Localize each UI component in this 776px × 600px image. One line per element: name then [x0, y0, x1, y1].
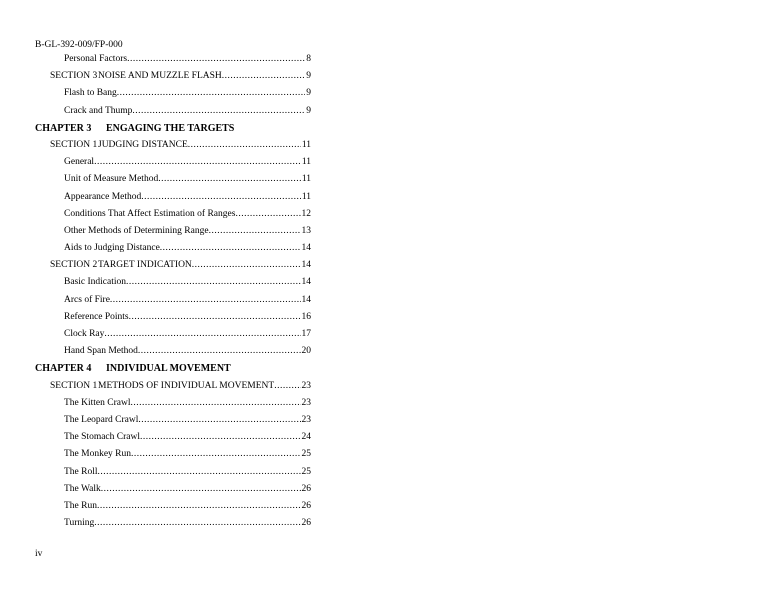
toc-entry-label — [64, 106, 132, 116]
toc-entry-title: The Roll — [64, 466, 98, 477]
toc-section-row[interactable] — [35, 381, 311, 398]
toc-chapter-row[interactable] — [35, 363, 311, 380]
toc-page-number: 16 — [301, 311, 311, 322]
toc-item-row[interactable] — [35, 346, 311, 363]
toc-item-row[interactable] — [35, 449, 311, 466]
toc-entry-number: SECTION 3 — [50, 71, 98, 82]
dot-leader — [131, 449, 300, 459]
toc-entry-title: The Leopard Crawl — [64, 414, 139, 425]
toc-page-number: 25 — [301, 466, 311, 477]
dot-leader — [98, 467, 301, 477]
toc-page-number: 17 — [301, 329, 311, 339]
toc-entry-number: CHAPTER 3 — [35, 122, 92, 134]
toc-item-row[interactable] — [35, 312, 311, 329]
toc-entry-title: Reference Points — [64, 311, 129, 322]
toc-entry-label — [50, 71, 222, 81]
toc-entry-label — [64, 209, 235, 219]
dot-leader — [188, 140, 301, 150]
toc-entry-label — [64, 432, 140, 442]
toc-entry-number: CHAPTER 4 — [35, 363, 92, 375]
toc-entry-label — [64, 449, 131, 459]
dot-leader — [94, 157, 301, 167]
toc-page-number: 14 — [301, 277, 311, 288]
toc-entry-title: Other Methods of Determining Range — [64, 225, 209, 236]
dot-leader — [117, 88, 305, 98]
toc-entry-title: Turning — [64, 518, 95, 529]
toc-entry-title: Arcs of Fire — [64, 294, 110, 305]
toc-item-row[interactable] — [35, 398, 311, 415]
toc-chapter-row[interactable] — [35, 123, 311, 140]
toc-item-row[interactable] — [35, 432, 311, 449]
toc-item-row[interactable] — [35, 415, 311, 432]
toc-entry-title: INDIVIDUAL MOVEMENT — [106, 363, 231, 375]
toc-entry-title: Basic Indication — [64, 277, 126, 288]
toc-page-number: 9 — [306, 71, 311, 82]
toc-entry-title: Flash to Bang — [64, 88, 117, 99]
toc-entry-title: Personal Factors — [64, 54, 128, 64]
toc-entry-title: ENGAGING THE TARGETS — [106, 122, 235, 134]
toc-entry-title: Unit of Measure Method — [64, 174, 159, 185]
toc-entry-label — [64, 295, 110, 305]
toc-item-row[interactable] — [35, 243, 311, 260]
toc-page-number: 11 — [301, 157, 311, 168]
toc-entry-title: General — [64, 157, 95, 168]
toc-entry-title: Crack and Thump — [64, 105, 133, 116]
toc-entry-title: The Run — [64, 500, 97, 511]
toc-entry-title: METHODS OF INDIVIDUAL MOVEMENT — [98, 380, 275, 391]
toc-entry-title: Clock Ray — [64, 329, 105, 339]
toc-page-number: 14 — [301, 294, 311, 305]
dot-leader — [94, 518, 300, 528]
toc-entry-number: SECTION 1 — [50, 139, 98, 150]
dot-leader — [158, 174, 301, 184]
toc-page-number: 23 — [301, 414, 311, 425]
toc-entry-title: Appearance Method — [64, 191, 142, 202]
toc-entry-title: JUDGING DISTANCE — [98, 139, 188, 150]
toc-page-number: 26 — [301, 500, 311, 511]
toc-entry-label — [64, 226, 209, 236]
toc-item-row[interactable] — [35, 88, 311, 105]
toc-item-row[interactable] — [35, 209, 311, 226]
toc-entry-title: TARGET INDICATION — [98, 260, 192, 271]
page-number-footer: iv — [35, 549, 43, 559]
toc-page-number: 26 — [301, 518, 311, 529]
toc-section-row[interactable] — [35, 140, 311, 157]
toc-item-row[interactable] — [35, 518, 311, 535]
dot-leader — [222, 71, 305, 81]
toc-entry-label — [64, 518, 94, 528]
toc-section-row[interactable] — [35, 71, 311, 88]
toc-entry-label — [64, 484, 101, 494]
toc-page-number: 26 — [301, 483, 311, 494]
dot-leader — [129, 312, 301, 322]
toc-section-row[interactable] — [35, 260, 311, 277]
toc-item-row[interactable] — [35, 54, 311, 71]
toc-entry-title: Hand Span Method — [64, 346, 138, 357]
toc-page-number: 20 — [301, 346, 311, 357]
toc-page-number: 23 — [301, 397, 311, 408]
toc-entry-label — [64, 501, 97, 511]
toc-page-number: 13 — [301, 225, 311, 236]
toc-page-number: 8 — [306, 54, 311, 64]
toc-entry-label — [64, 88, 117, 98]
dot-leader — [235, 209, 300, 219]
toc-entry-number: SECTION 2 — [50, 260, 98, 271]
toc-item-row[interactable] — [35, 174, 311, 191]
toc-item-row[interactable] — [35, 467, 311, 484]
toc-entry-label — [50, 140, 188, 150]
dot-leader — [160, 243, 301, 253]
toc-item-row[interactable] — [35, 329, 311, 346]
toc-entry-title: Aids to Judging Distance — [64, 243, 160, 254]
dot-leader — [97, 501, 301, 511]
toc-item-row[interactable] — [35, 226, 311, 243]
toc-item-row[interactable] — [35, 192, 311, 209]
toc-page-number: 25 — [301, 449, 311, 460]
toc-item-row[interactable] — [35, 106, 311, 123]
dot-leader — [274, 381, 300, 391]
toc-entry-title: The Kitten Crawl — [64, 397, 131, 408]
toc-page-number: 23 — [301, 380, 311, 391]
toc-entry-label — [50, 260, 192, 270]
toc-page-number: 11 — [301, 139, 311, 150]
toc-entry-label — [64, 54, 127, 64]
dot-leader — [101, 484, 301, 494]
dot-leader — [130, 398, 300, 408]
toc-item-row[interactable] — [35, 157, 311, 174]
toc-entry-title: NOISE AND MUZZLE FLASH — [98, 71, 222, 82]
toc-page-number: 9 — [306, 105, 311, 116]
toc-entry-label — [50, 381, 274, 391]
dot-leader — [110, 295, 301, 305]
toc-entry-label — [35, 363, 231, 374]
toc-entry-label — [64, 243, 160, 253]
document-id-header: B-GL-392-009/FP-000 — [35, 40, 123, 50]
table-of-contents — [35, 54, 311, 535]
toc-item-row[interactable] — [35, 501, 311, 518]
toc-page-number: 9 — [306, 88, 311, 99]
toc-entry-label — [64, 192, 141, 202]
toc-entry-label — [64, 174, 158, 184]
dot-leader — [138, 346, 301, 356]
toc-item-row[interactable] — [35, 484, 311, 501]
toc-entry-title: The Monkey Run — [64, 449, 132, 460]
toc-page-number: 11 — [301, 191, 311, 202]
toc-entry-label — [64, 415, 138, 425]
toc-entry-label — [64, 277, 126, 287]
toc-entry-label — [35, 123, 234, 134]
dot-leader — [209, 226, 301, 236]
dot-leader — [141, 192, 301, 202]
toc-entry-label — [64, 157, 94, 167]
toc-entry-label — [64, 312, 129, 322]
toc-entry-title: The Walk — [64, 483, 101, 494]
toc-item-row[interactable] — [35, 277, 311, 294]
toc-page-number: 14 — [301, 260, 311, 271]
toc-entry-title: Conditions That Affect Estimation of Ranges — [64, 208, 236, 219]
toc-page-number: 14 — [301, 243, 311, 254]
toc-page-number: 11 — [301, 174, 311, 185]
toc-entry-label — [64, 398, 130, 408]
toc-page-number: 24 — [301, 432, 311, 443]
dot-leader — [104, 329, 300, 339]
dot-leader — [138, 415, 300, 425]
dot-leader — [132, 106, 305, 116]
dot-leader — [127, 54, 305, 64]
dot-leader — [126, 277, 301, 287]
dot-leader — [140, 432, 301, 442]
toc-entry-title: The Stomach Crawl — [64, 432, 140, 443]
toc-entry-number: SECTION 1 — [50, 380, 98, 391]
toc-item-row[interactable] — [35, 295, 311, 312]
toc-entry-label — [64, 346, 138, 356]
toc-entry-label — [64, 329, 104, 339]
toc-entry-label — [64, 467, 98, 477]
toc-page-number: 12 — [301, 208, 311, 219]
dot-leader — [192, 260, 301, 270]
